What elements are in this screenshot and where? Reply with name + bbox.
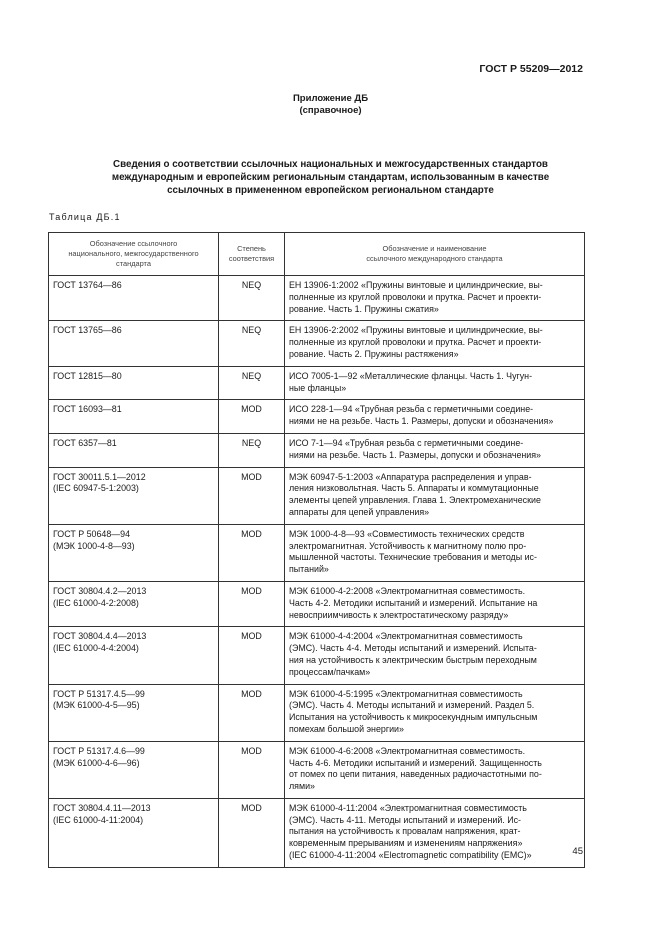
national-standard-line: (IEC 60947-5-1:2003) (53, 483, 139, 494)
national-standard-cell (49, 684, 219, 741)
correspondence-degree-cell: MOD (219, 741, 285, 798)
national-standard-line: ГОСТ 30804.4.2—2013 (53, 585, 147, 596)
national-standard-line: ГОСТ 16093—81 (53, 404, 122, 415)
header-line: ссылочного международного стандарта (366, 254, 503, 263)
international-standard-line: от помех по цепи питания, наведенных радиочастотными по- (289, 769, 542, 780)
international-standard-line: Испытания на устойчивость к микросекундным импульсным (289, 712, 538, 723)
header-line: стандарта (116, 259, 151, 268)
international-standard-line: (ЭМС). Часть 4. Методы испытаний и измерений. Раздел 5. (289, 700, 535, 711)
header-line: Обозначение ссылочного (89, 239, 178, 248)
international-standard-line: ления низковольтная. Часть 5. Аппараты и коммутационные (289, 483, 539, 494)
international-standard-cell (285, 433, 585, 467)
international-standard-cell (285, 627, 585, 684)
international-standard-line: пытания на устойчивость к провалам напряжения, крат- (289, 826, 521, 837)
international-standard-line: рование. Часть 2. Пружины растяжения» (289, 348, 459, 359)
table-row (49, 684, 585, 741)
international-standard-line: лями» (289, 781, 315, 792)
table-caption: Таблица ДБ.1 (49, 212, 121, 222)
header-standard (49, 233, 219, 276)
international-standard-line: ниями на резьбе. Часть 1. Размеры, допуски и обозначения» (289, 449, 541, 460)
international-standard-line: МЭК 60947-5-1:2003 «Аппаратура распределения и управ- (289, 471, 532, 482)
international-standard-line: МЭК 61000-4-6:2008 «Электромагнитная совместимость. (289, 745, 526, 756)
correspondence-degree-cell: MOD (219, 467, 285, 524)
table-row (49, 321, 585, 366)
national-standard-cell (49, 798, 219, 867)
national-standard-line: (МЭК 61000-4-5—95) (53, 700, 140, 711)
international-standard-line: (ЭМС). Часть 4-11. Методы испытаний и измерений. Ис- (289, 814, 522, 825)
international-standard-line: ные фланцы» (289, 382, 347, 393)
table-row (49, 433, 585, 467)
national-standard-cell (49, 400, 219, 434)
table-row (49, 581, 585, 626)
international-standard-line: полненные из круглой проволоки и прутка. Расчет и проекти- (289, 337, 542, 348)
international-standard-line: МЭК 61000-4-2:2008 «Электромагнитная совместимость. (289, 585, 526, 596)
national-standard-cell (49, 433, 219, 467)
national-standard-cell (49, 276, 219, 321)
international-standard-line: ния на устойчивость к электрическим быстрым переходным (289, 654, 537, 665)
international-standard-cell (285, 321, 585, 366)
international-standard-line: ниями не на резьбе. Часть 1. Размеры, допуски и обозначения» (289, 416, 554, 427)
international-standard-line: невосприимчивость к электростатическому разряду» (289, 609, 509, 620)
page-number: 45 (572, 846, 583, 857)
table-row (49, 741, 585, 798)
national-standard-line: ГОСТ Р 50648—94 (53, 528, 131, 539)
international-standard-line: (ЭМС). Часть 4-4. Методы испытаний и измерений. Испыта- (289, 643, 537, 654)
international-standard-line: МЭК 61000-4-4:2004 «Электромагнитная совместимость (289, 631, 523, 642)
international-standard-cell (285, 467, 585, 524)
correspondence-degree-cell: NEQ (219, 433, 285, 467)
international-standard-line: рование. Часть 1. Пружины сжатия» (289, 303, 439, 314)
header-line: Обозначение и наименование (382, 244, 487, 253)
section-title (50, 158, 611, 197)
national-standard-cell (49, 741, 219, 798)
appendix-heading (0, 93, 661, 117)
national-standard-cell (49, 467, 219, 524)
international-standard-line: ковременным прерываниям и изменениям напряжения» (289, 838, 523, 849)
correspondence-degree-cell: MOD (219, 581, 285, 626)
international-standard-line: Часть 4-6. Методики испытаний и измерений. Защищенность (289, 757, 542, 768)
international-standard-line: ИСО 7-1—94 «Трубная резьба с герметичными соедине- (289, 437, 524, 448)
international-standard-line: Часть 4-2. Методики испытаний и измерений. Испытание на (289, 597, 538, 608)
national-standard-line: ГОСТ 12815—80 (53, 370, 122, 381)
table-row (49, 798, 585, 867)
correspondence-degree-cell: MOD (219, 684, 285, 741)
section-title-line: Сведения о соответствии ссылочных национальных и межгосударственных стандартов (113, 159, 548, 170)
national-standard-line: (МЭК 61000-4-6—96) (53, 757, 140, 768)
correspondence-degree-cell: NEQ (219, 321, 285, 366)
header-line: Степень (237, 244, 266, 253)
international-standard-line: ИСО 7005-1—92 «Металлические фланцы. Часть 1. Чугун- (289, 370, 533, 381)
table-row (49, 627, 585, 684)
national-standard-cell (49, 627, 219, 684)
table-body (49, 276, 585, 868)
international-standard-line: помехам большой энергии» (289, 723, 404, 734)
national-standard-line: ГОСТ Р 51317.4.6—99 (53, 745, 145, 756)
appendix-subtitle: (справочное) (299, 105, 362, 116)
correspondence-degree-cell: MOD (219, 400, 285, 434)
section-title-line: ссылочных в примененном европейском региональном стандарте (167, 185, 494, 196)
international-standard-line: МЭК 61000-4-11:2004 «Электромагнитная совместимость (289, 802, 527, 813)
national-standard-line: ГОСТ 13764—86 (53, 280, 122, 290)
header-degree (219, 233, 285, 276)
table-row (49, 400, 585, 434)
national-standard-line: ГОСТ 30011.5.1—2012 (53, 471, 146, 482)
international-standard-cell (285, 276, 585, 321)
header-line: соответствия (228, 254, 275, 263)
header-line: национального, межгосударственного (68, 249, 199, 258)
international-standard-cell (285, 400, 585, 434)
international-standard-line: МЭК 61000-4-5:1995 «Электромагнитная совместимость (289, 688, 523, 699)
standards-correspondence-table (48, 232, 585, 868)
international-standard-line: пытаний» (289, 564, 329, 575)
table-row (49, 276, 585, 321)
table-row (49, 467, 585, 524)
section-title-line: международным и европейским региональным стандартам, использованным в качестве (111, 172, 550, 183)
correspondence-degree-cell: MOD (219, 524, 285, 581)
correspondence-degree-cell: MOD (219, 798, 285, 867)
national-standard-line: (IEC 61000-4-4:2004) (53, 643, 139, 654)
document-code: ГОСТ Р 55209—2012 (479, 63, 583, 75)
international-standard-cell (285, 741, 585, 798)
national-standard-line: ГОСТ 6357—81 (53, 437, 117, 448)
international-standard-cell (285, 366, 585, 400)
international-standard-line: ЕН 13906-2:2002 «Пружины винтовые и цилиндрические, вы- (289, 325, 543, 336)
national-standard-line: ГОСТ 30804.4.11—2013 (53, 802, 151, 813)
table-header-row (49, 233, 585, 276)
international-standard-line: полненные из круглой проволоки и прутка. Расчет и проекти- (289, 291, 542, 302)
correspondence-degree-cell: MOD (219, 627, 285, 684)
international-standard-cell (285, 524, 585, 581)
national-standard-cell (49, 366, 219, 400)
national-standard-line: ГОСТ 30804.4.4—2013 (53, 631, 147, 642)
international-standard-line: процессам/пачкам» (289, 666, 371, 677)
table-row (49, 366, 585, 400)
national-standard-line: (МЭК 1000-4-8—93) (53, 540, 135, 551)
international-standard-line: мышленной частоты. Технические требования и методы ис- (289, 552, 537, 563)
international-standard-line: МЭК 1000-4-8—93 «Совместимость технических средств (289, 528, 525, 539)
international-standard-line: аппараты для цепей управления» (289, 506, 430, 517)
national-standard-cell (49, 321, 219, 366)
national-standard-line: (IEC 61000-4-2:2008) (53, 597, 139, 608)
table-row (49, 524, 585, 581)
international-standard-line: (IEC 61000-4-11:2004 «Electromagnetic compatibility (EMC)» (289, 850, 532, 861)
international-standard-line: элементы цепей управления. Глава 1. Электромеханические (289, 495, 541, 506)
correspondence-degree-cell: NEQ (219, 276, 285, 321)
international-standard-cell (285, 684, 585, 741)
header-name (285, 233, 585, 276)
international-standard-line: электромагнитная. Устойчивость к магнитному полю про- (289, 540, 527, 551)
correspondence-degree-cell: NEQ (219, 366, 285, 400)
international-standard-line: ИСО 228-1—94 «Трубная резьба с герметичными соедине- (289, 404, 534, 415)
appendix-title: Приложение ДБ (292, 93, 369, 104)
national-standard-cell (49, 581, 219, 626)
national-standard-cell (49, 524, 219, 581)
international-standard-cell (285, 798, 585, 867)
international-standard-line: ЕН 13906-1:2002 «Пружины винтовые и цилиндрические, вы- (289, 280, 543, 290)
national-standard-line: ГОСТ Р 51317.4.5—99 (53, 688, 145, 699)
international-standard-cell (285, 581, 585, 626)
national-standard-line: ГОСТ 13765—86 (53, 325, 122, 336)
national-standard-line: (IEC 61000-4-11:2004) (53, 814, 144, 825)
